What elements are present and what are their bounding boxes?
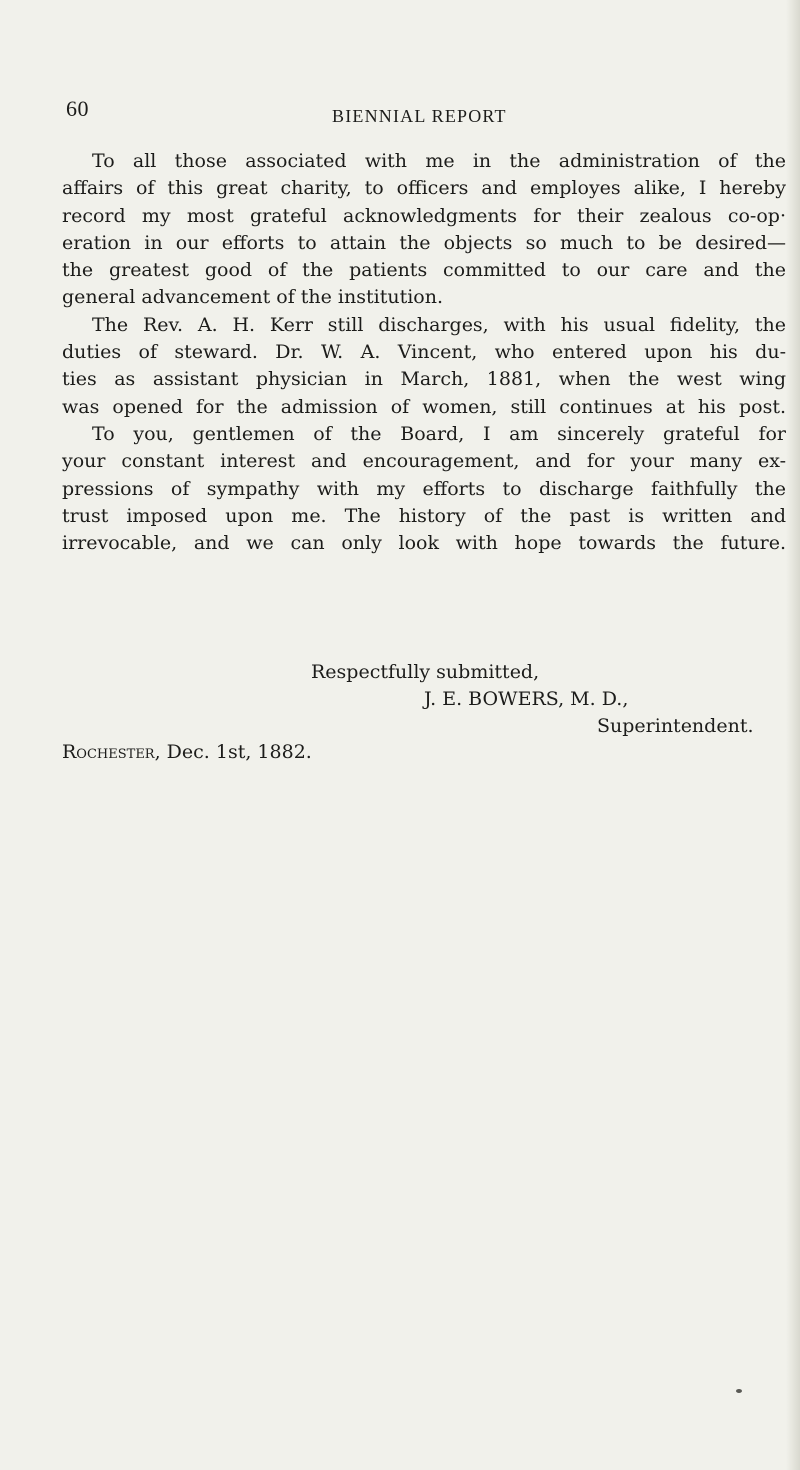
ink-speck [736, 1389, 742, 1393]
body-line: irrevocable, and we can only look with hope towards the future. [62, 532, 786, 555]
body-line: To all those associated with me in the administration of the [92, 150, 786, 172]
body-line: To you, gentlemen of the Board, I am sincerely grateful for [92, 422, 786, 445]
page-number: 60 [66, 96, 89, 121]
body-line: your constant interest and encouragement, and for your many ex- [62, 450, 786, 473]
body-line: The Rev. A. H. Kerr still discharges, with his usual fidelity, the [92, 313, 786, 336]
body-line: pressions of sympathy with my efforts to discharge faithfully the [62, 477, 786, 500]
date-text: , Dec. 1st, 1882. [154, 741, 312, 763]
body-line: was opened for the admission of women, still continues at his post. [62, 395, 786, 418]
body-line: eration in our efforts to attain the objects so much to be desired— [62, 231, 786, 254]
signature-name: J. E. BOWERS, M. D., [424, 688, 629, 710]
body-line: duties of steward. Dr. W. A. Vincent, who entered upon his du- [62, 341, 786, 364]
signature-closing: Respectfully submitted, [311, 661, 540, 683]
body-line: the greatest good of the patients committed to our care and the [62, 259, 786, 282]
page-edge-shadow [786, 0, 800, 1470]
body-line: trust imposed upon me. The history of the past is written and [62, 504, 786, 527]
body-line: affairs of this great charity, to officers and employes alike, I hereby [62, 177, 786, 200]
body-line: record my most grateful acknowledgments for their zealous co-op· [62, 204, 786, 227]
report-body [62, 148, 786, 557]
place-and-date [62, 741, 312, 763]
body-line: ties as assistant physician in March, 1881, when the west wing [62, 368, 786, 391]
signature-title: Superintendent. [597, 715, 754, 737]
running-title: BIENNIAL REPORT [332, 106, 507, 126]
body-line: general advancement of the institution. [62, 286, 444, 309]
place-name: Rochester [62, 741, 155, 763]
